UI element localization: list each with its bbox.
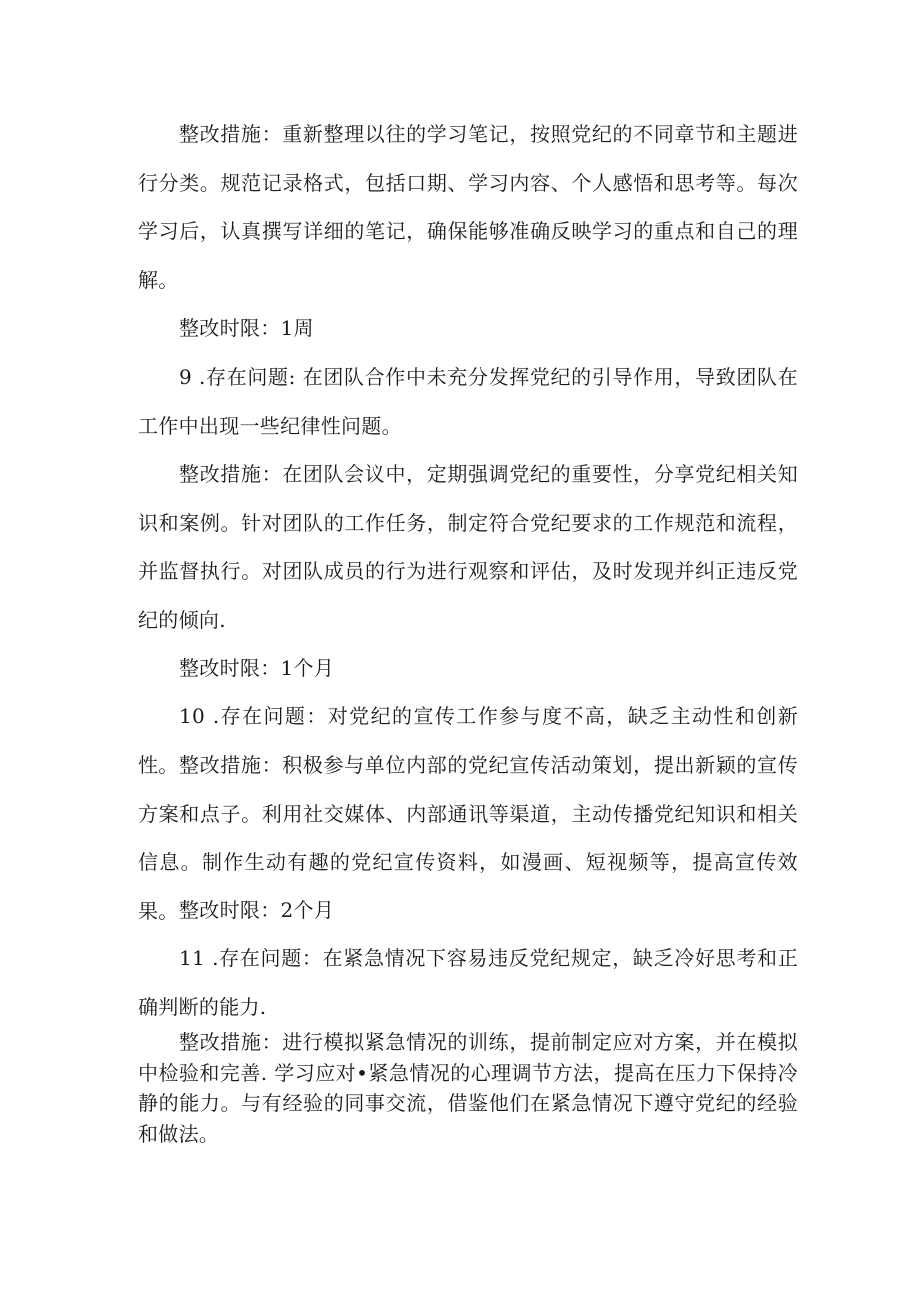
deadline-paragraph-9: 整改时限：1个月 xyxy=(179,656,335,680)
issue-paragraph-11: 11 .存在问题：在紧急情况下容易违反党纪规定，缺乏冷好思考和正确判断的能力. xyxy=(138,946,798,1019)
deadline-paragraph-10: 整改时限：2个月 xyxy=(179,898,335,922)
deadline-paragraph-8: 整改时限：1周 xyxy=(179,316,314,340)
measures-paragraph-11: 整改措施：进行模拟紧急情况的训练，提前制定应对方案，并在模拟中检验和完善. 学习应对•紧急情况的心理调节方法，提高在压力下保持冷静的能力。与有经验的同事交流，借鉴他们在紧急情况下遵守党纪的经验和做法。 xyxy=(138,1030,798,1146)
measures-paragraph-8: 整改措施：重新整理以往的学习笔记，按照党纪的不同章节和主题进行分类。规范记录格式，包括口期、学习内容、个人感悟和思考等。每次学习后，认真撰写详细的笔记，确保能够准确反映学习的重点和自己的理解。 xyxy=(138,122,798,292)
measures-paragraph-10: 整改措施：积极参与单位内部的党纪宣传活动策划，提出新颖的宣传方案和点子。利用社交媒体、内部通讯等渠道，主动传播党纪知识和相关信息。制作生动有趣的党纪宣传资料，如漫画、短视频等，提高宣传效果。 xyxy=(138,753,798,923)
issue-paragraph-10: 10 .存在问题：对党纪的宣传工作参与度不高，缺乏主动性和创新性。 xyxy=(138,704,798,777)
issue-paragraph-9: 9 .存在问题: 在团队合作中未充分发挥党纪的引导作用，导致团队在工作中出现一些纪律性问题。 xyxy=(138,365,798,438)
measures-paragraph-9: 整改措施：在团队会议中，定期强调党纪的重要性，分享党纪相关知识和案例。针对团队的工作任务，制定符合党纪要求的工作规范和流程，并监督执行。对团队成员的行为进行观察和评估，及时发现并纠正违反党纪的倾向. xyxy=(138,462,798,632)
